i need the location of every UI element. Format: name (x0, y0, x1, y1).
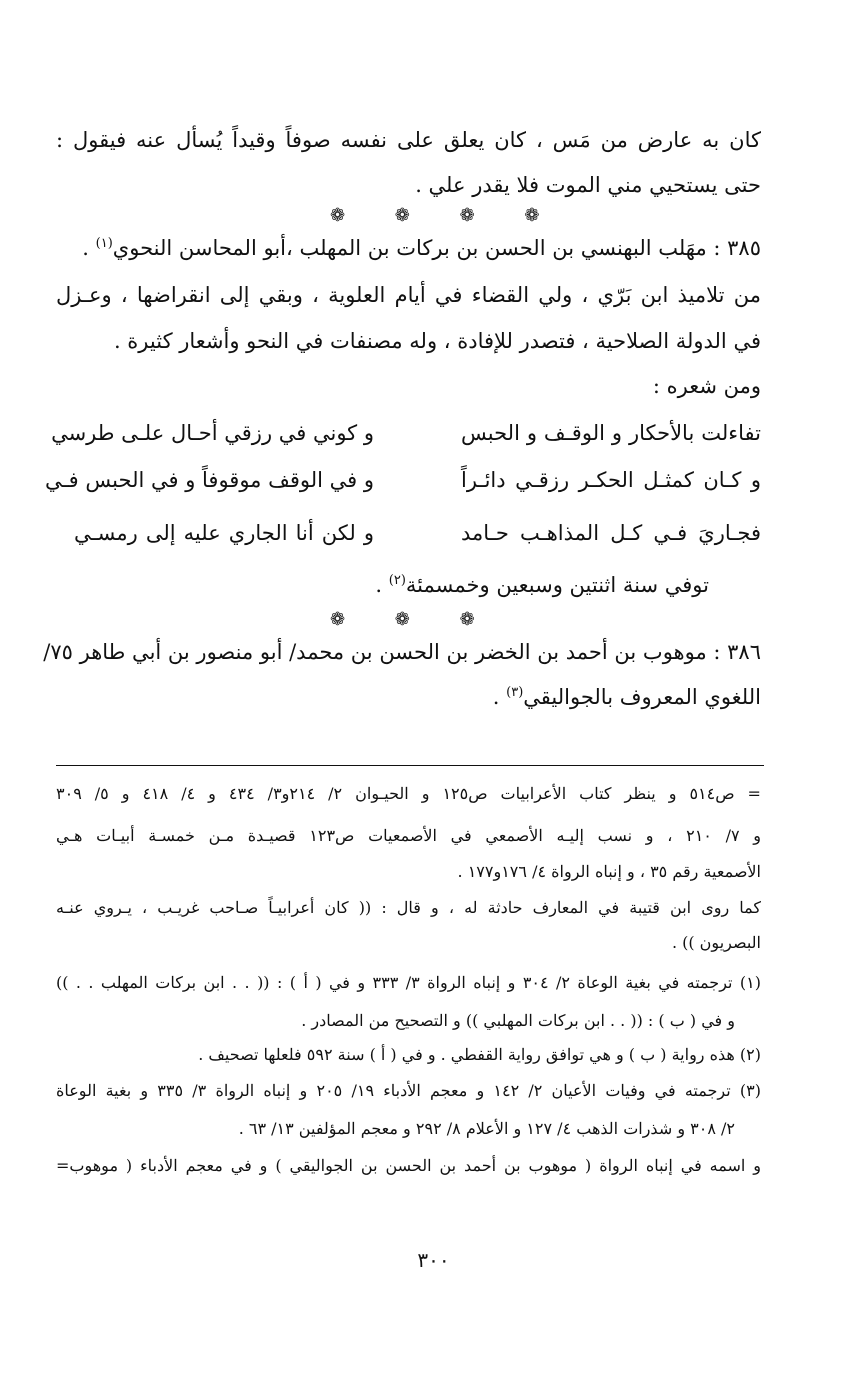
entry-386-text: اللغوي المعروف بالجواليقي (523, 685, 761, 709)
footnote-ref-2: (٢) (388, 573, 406, 588)
footnote-ref-1: (١) (95, 236, 113, 251)
section-divider-ornament: ❁ ❁ ❁ (330, 609, 497, 630)
verse-first-hemistich: فجـاريَ فـي كـل المذاهـب حـامد (461, 521, 761, 545)
footnote-line: البصريون )) . (671, 933, 761, 952)
entry-385-title: ٣٨٥ : مهَلب البهنسي بن الحسن بن بركات بن المهلب ،أبو المحاسن النحوي (112, 236, 761, 260)
footnote-line: = ص٥١٤ و ينظر كتاب الأعرابيات ص١٢٥ و الحيـوان ٢/ ٢١٤و٣/ ٤٣٤ و ٤/ ٤١٨ و ٥/ ٣٠٩ (56, 784, 761, 803)
footnote-line: و ٧/ ٢١٠ ، و نسب إليـه الأصمعي في الأصمعيات ص١٢٣ قصيـدة مـن خمسـة أبيـات هـي (56, 826, 761, 845)
footnote-line: كما روى ابن قتيبة في المعارف حادثة له ، و قال : (( كان أعرابيـاً صـاحب غريـب ، يـروي عنـه (56, 898, 761, 917)
verse-second-hemistich: و لكن أنا الجاري عليه إلى رمسـي (74, 521, 374, 545)
footnote-3: (٣) ترجمته في وفيات الأعيان ٢/ ١٤٢ و معجم الأدباء ١٩/ ٢٠٥ و إنباه الرواة ٣/ ٣٣٥ و بغية الوعاة (56, 1081, 761, 1100)
poetry-intro: ومن شعره : (652, 374, 761, 398)
entry-386-heading: ٣٨٦ : موهوب بن أحمد بن الخضر بن الحسن بن محمد/ أبو منصور بن أبي طاهر ٧٥/ (43, 640, 761, 664)
footnote-2: (٢) هذه رواية ( ب ) و هي توافق رواية القفطي . و في ( أ ) سنة ٥٩٢ فلعلها تصحيف . (198, 1045, 761, 1064)
death-date-text: توفي سنة اثنتين وسبعين وخمسمئة (405, 573, 709, 597)
entry-385-heading (56, 236, 761, 261)
footnote-line: و اسمه في إنباه الرواة ( موهوب بن أحمد بن الحسن بن الجواليقي ) و في معجم الأدباء ( موهوب= (56, 1156, 761, 1175)
body-paragraph-line-2: في الدولة الصلاحية ، فتصدر للإفادة ، وله مصنفات في النحو وأشعار كثيرة . (113, 329, 761, 353)
body-line-2: حتى يستحيي مني الموت فلا يقدر علي . (415, 173, 761, 197)
section-divider-ornament: ❁ ❁ ❁ ❁ (330, 205, 562, 226)
entry-386-period: . (492, 685, 500, 709)
death-date-line (56, 573, 709, 598)
footnote-3-continuation: ٢/ ٣٠٨ و شذرات الذهب ٤/ ١٢٧ و الأعلام ٨/ ٢٩٢ و معجم المؤلفين ١٣/ ٦٣ . (238, 1119, 735, 1138)
footnote-ref-3: (٣) (506, 685, 524, 700)
verse-second-hemistich: و كوني في رزقي أحـال علـى طرسي (51, 421, 374, 445)
footnote-separator (56, 765, 764, 766)
entry-386-line-2 (56, 685, 761, 710)
page-number: ٣٠٠ (417, 1248, 450, 1272)
footnote-1: (١) ترجمته في بغية الوعاة ٢/ ٣٠٤ و إنباه الرواة ٣/ ٣٣٣ و في ( أ ) : (( . . ابن بركات المهلب . . )) (56, 973, 761, 992)
body-line-1: كان به عارض من مَس ، كان يعلق على نفسه صوفاً وقيداً يُسأل عنه فيقول : (56, 128, 761, 152)
verse-second-hemistich: و في الوقف موقوفاً و في الحبس فـي (45, 468, 374, 492)
verse-first-hemistich: و كـان كمثـل الحكـر رزقـي دائـراً (461, 468, 761, 492)
footnote-1-continuation: و في ( ب ) : (( . . ابن بركات المهلبي )) و التصحيح من المصادر . (301, 1011, 735, 1030)
entry-385-period: . (82, 236, 89, 260)
death-date-period: . (375, 573, 383, 597)
footnote-line: الأصمعية رقم ٣٥ ، و إنباه الرواة ٤/ ١٧٦و١٧٧ . (457, 862, 761, 881)
body-paragraph-line-1: من تلاميذ ابن بَرّي ، ولي القضاء في أيام العلوية ، وبقي إلى انقراضها ، وعـزل (56, 283, 761, 307)
verse-first-hemistich: تفاءلت بالأحكار و الوقـف و الحبس (461, 421, 761, 445)
